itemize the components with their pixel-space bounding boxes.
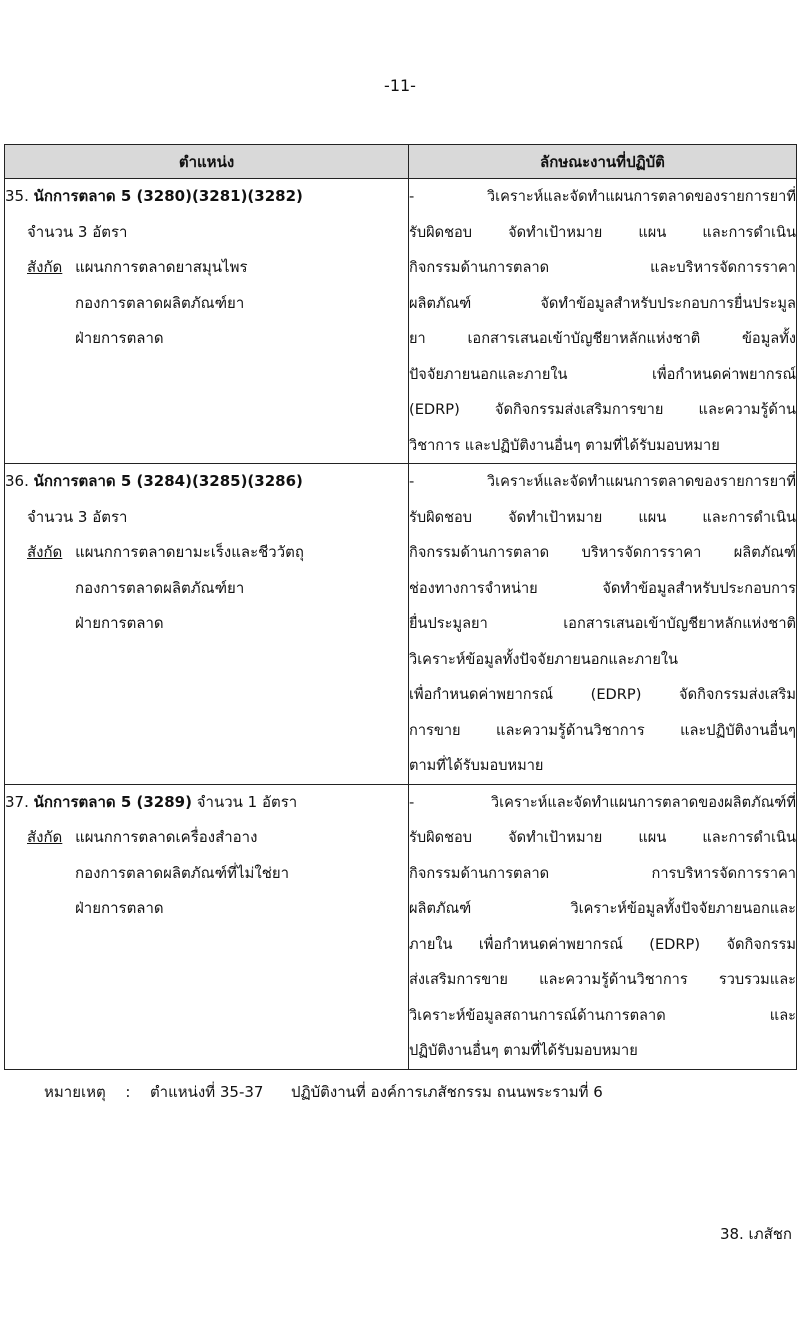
affiliation-label: สังกัด (27, 828, 63, 846)
position-cell (5, 179, 409, 464)
duty-line: การขาย และความรู้ด้านวิชาการ และปฏิบัติงานอื่นๆ (409, 721, 796, 739)
duty-line: ตามที่ได้รับมอบหมาย (409, 757, 544, 774)
duty-line: วิเคราะห์ข้อมูลทั้งปัจจัยภายนอกและภายใน (409, 650, 679, 668)
row-number: 35. (5, 187, 29, 205)
unit-name: แผนกการตลาดยามะเร็งและชีววัตถุ (75, 543, 304, 561)
footnote-positions: ตำแหน่งที่ 35-37 (149, 1083, 264, 1101)
table-row (5, 464, 797, 785)
duty-line: เพื่อกำหนดค่าพยากรณ์ (EDRP) จัดกิจกรรมส่งเสริม (409, 686, 796, 703)
row-number: 37. (5, 792, 29, 811)
duty-line: (EDRP) จัดกิจกรรมส่งเสริมการขาย และความรู้ด้าน (409, 401, 796, 418)
unit-name: แผนกการตลาดยาสมุนไพร (75, 258, 248, 276)
duty-line: - วิเคราะห์และจัดทำแผนการตลาดของผลิตภัณฑ์ที่ (409, 793, 796, 811)
duty-line: ส่งเสริมการขาย และความรู้ด้านวิชาการ รวบรวมและ (409, 971, 796, 988)
department-name: ฝ่ายการตลาด (75, 899, 164, 917)
footnote (44, 1080, 603, 1104)
footnote-location: ปฏิบัติงานที่ องค์การเภสัชกรรม ถนนพระรามที่ 6 (291, 1083, 603, 1101)
position-cell (5, 784, 409, 1069)
duty-line: ยา เอกสารเสนอเข้าบัญชียาหลักแห่งชาติ ข้อมูลทั้ง (409, 330, 796, 347)
duty-line: ผลิตภัณฑ์ วิเคราะห์ข้อมูลทั้งปัจจัยภายนอกและ (409, 900, 796, 917)
table-header-row (5, 145, 797, 179)
duty-line: - วิเคราะห์และจัดทำแผนการตลาดของรายการยาที่ (409, 473, 796, 490)
footnote-label: หมายเหตุ (44, 1083, 106, 1101)
duties-cell (409, 464, 797, 785)
duty-line: วิเคราะห์ข้อมูลสถานการณ์ด้านการตลาด และ (409, 1006, 796, 1024)
table-row (5, 784, 797, 1069)
position-count: จำนวน 3 อัตรา (27, 222, 128, 241)
division-name: กองการตลาดผลิตภัณฑ์ยา (75, 293, 245, 312)
division-name: กองการตลาดผลิตภัณฑ์ยา (75, 578, 245, 597)
job-positions-table (4, 144, 797, 1070)
duty-line: ภายใน เพื่อกำหนดค่าพยากรณ์ (EDRP) จัดกิจกรรม (409, 935, 796, 953)
header-position: ตำแหน่ง (5, 145, 409, 179)
position-count: จำนวน 3 อัตรา (27, 507, 128, 526)
duties-cell (409, 784, 797, 1069)
duty-line: กิจกรรมด้านการตลาด และบริหารจัดการราคา (409, 259, 796, 276)
unit-name: แผนกการตลาดเครื่องสำอาง (75, 828, 258, 846)
duty-line: ผลิตภัณฑ์ จัดทำข้อมูลสำหรับประกอบการยื่นประมูล (409, 294, 796, 312)
table-row (5, 179, 797, 464)
footnote-separator: : (125, 1083, 131, 1101)
affiliation-label: สังกัด (27, 258, 63, 276)
position-count: จำนวน 1 อัตรา (196, 792, 298, 811)
duty-line: ปฏิบัติงานอื่นๆ ตามที่ได้รับมอบหมาย (409, 1042, 638, 1059)
duty-line: กิจกรรมด้านการตลาด บริหารจัดการราคา ผลิตภัณฑ์ (409, 544, 796, 561)
duty-line: รับผิดชอบ จัดทำเป้าหมาย แผน และการดำเนิน (409, 508, 796, 526)
department-name: ฝ่ายการตลาด (75, 614, 164, 632)
continuation-marker: 38. เภสัชก (719, 1225, 792, 1243)
position-title: นักการตลาด 5 (3284)(3285)(3286) (33, 472, 303, 490)
duty-line: ปัจจัยภายนอกและภายใน เพื่อกำหนดค่าพยากรณ์ (409, 365, 796, 383)
duty-line: วิชาการ และปฏิบัติงานอื่นๆ ตามที่ได้รับมอบหมาย (409, 436, 720, 454)
row-number: 36. (5, 472, 29, 490)
duties-cell (409, 179, 797, 464)
duty-line: กิจกรรมด้านการตลาด การบริหารจัดการราคา (409, 864, 796, 882)
affiliation-label: สังกัด (27, 543, 63, 561)
duty-line: ยื่นประมูลยา เอกสารเสนอเข้าบัญชียาหลักแห่งชาติ (409, 615, 796, 632)
duty-line: ช่องทางการจำหน่าย จัดทำข้อมูลสำหรับประกอบการ (409, 579, 796, 597)
duty-line: รับผิดชอบ จัดทำเป้าหมาย แผน และการดำเนิน (409, 223, 796, 241)
position-title: นักการตลาด 5 (3289) (33, 792, 192, 811)
position-cell (5, 464, 409, 785)
position-title: นักการตลาด 5 (3280)(3281)(3282) (33, 187, 303, 205)
division-name: กองการตลาดผลิตภัณฑ์ที่ไม่ใช่ยา (75, 863, 290, 882)
duty-line: รับผิดชอบ จัดทำเป้าหมาย แผน และการดำเนิน (409, 829, 796, 846)
page-number: -11- (384, 76, 416, 95)
duty-line: - วิเคราะห์และจัดทำแผนการตลาดของรายการยาที่ (409, 188, 796, 205)
header-job-description: ลักษณะงานที่ปฏิบัติ (409, 145, 797, 179)
department-name: ฝ่ายการตลาด (75, 329, 164, 347)
